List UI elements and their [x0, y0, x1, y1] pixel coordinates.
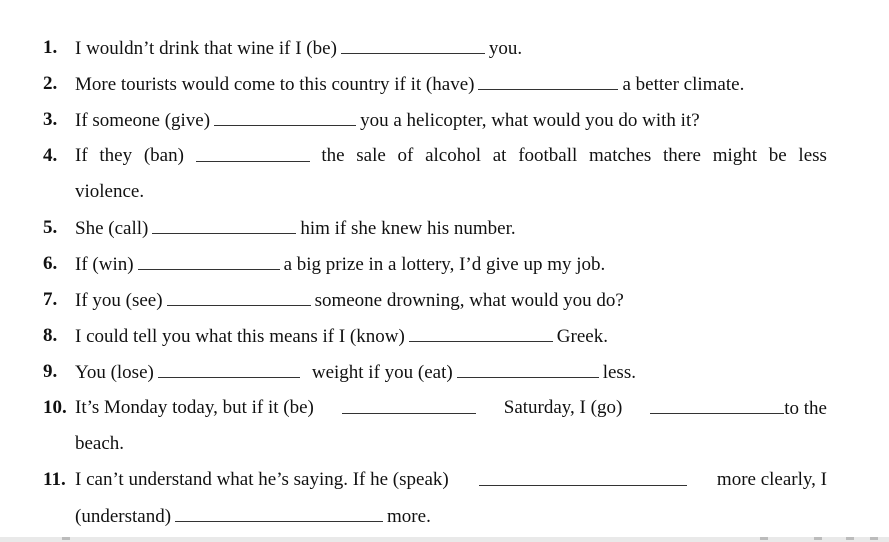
- exercise-text: a better climate.: [622, 74, 745, 95]
- answer-blank[interactable]: [152, 215, 296, 234]
- exercise-text: violence.: [75, 181, 145, 202]
- exercise-number: 8.: [43, 325, 58, 346]
- exercise-text: Saturday, I (go): [503, 397, 623, 418]
- exercise-text: weight if you (eat): [311, 362, 453, 383]
- exercise-word: of: [397, 145, 414, 166]
- answer-blank[interactable]: [478, 71, 618, 90]
- exercise-10: [0, 395, 889, 421]
- exercise-text: you.: [488, 38, 523, 59]
- toolbar-mark-icon: [846, 537, 854, 540]
- exercise-text: It’s Monday today, but if it (be): [75, 397, 314, 418]
- exercise-text: more clearly, I: [716, 469, 827, 490]
- exercise-text: him if she knew his number.: [300, 218, 516, 239]
- exercise-number: 10.: [43, 397, 67, 418]
- answer-blank[interactable]: [457, 359, 599, 378]
- exercise-number: 11.: [43, 469, 66, 490]
- exercise-word: be: [768, 145, 787, 166]
- exercise-word: (ban): [143, 145, 184, 166]
- exercise-number: 9.: [43, 361, 58, 382]
- exercise-number: 3.: [43, 109, 58, 130]
- exercise-text: beach.: [75, 433, 125, 454]
- exercise-word: less: [798, 145, 827, 166]
- exercise-text: more.: [387, 506, 431, 527]
- exercise-text: someone drowning, what would you do?: [314, 290, 624, 311]
- exercise-word: alcohol: [425, 145, 482, 166]
- exercise-word: the: [321, 145, 345, 166]
- answer-blank[interactable]: [341, 35, 485, 54]
- exercise-number: 1.: [43, 37, 58, 58]
- exercise-text: Greek.: [556, 326, 608, 347]
- exercise-number: 6.: [43, 253, 58, 274]
- answer-blank[interactable]: [196, 143, 310, 162]
- toolbar-mark-icon: [814, 537, 822, 540]
- exercise-word: If: [75, 145, 88, 166]
- exercise-text: you a helicopter, what would you do with it?: [360, 110, 700, 131]
- exercise-text: You (lose): [75, 362, 154, 383]
- exercise-text: I wouldn’t drink that wine if I (be): [75, 38, 337, 59]
- exercise-text: I could tell you what this means if I (know): [75, 326, 405, 347]
- toolbar-mark-icon: [870, 537, 878, 540]
- exercise-text: If you (see): [75, 290, 163, 311]
- answer-blank[interactable]: [138, 251, 280, 270]
- exercise-word: matches: [589, 145, 652, 166]
- exercise-word: they: [99, 145, 133, 166]
- exercise-text: less.: [602, 362, 636, 383]
- exercise-text: a big prize in a lottery, I’d give up my job.: [283, 254, 606, 275]
- answer-blank[interactable]: [409, 323, 553, 342]
- exercise-word: there: [663, 145, 701, 166]
- exercise-number: 2.: [43, 73, 58, 94]
- answer-blank[interactable]: [167, 287, 311, 306]
- exercise-word: football: [518, 145, 578, 166]
- answer-blank[interactable]: [479, 467, 687, 486]
- exercise-number: 5.: [43, 217, 58, 238]
- exercise-text: She (call): [75, 218, 149, 239]
- exercise-4: [0, 143, 889, 169]
- toolbar-mark-icon: [62, 537, 70, 540]
- answer-blank[interactable]: [158, 359, 300, 378]
- exercise-text: to the: [784, 398, 827, 419]
- exercise-text: If (win): [75, 254, 134, 275]
- answer-blank[interactable]: [175, 503, 383, 522]
- answer-blank[interactable]: [650, 395, 784, 414]
- exercise-word: sale: [356, 145, 386, 166]
- exercise-word: might: [712, 145, 758, 166]
- exercise-text: More tourists would come to this country if it (have): [75, 74, 475, 95]
- exercise-number: 4.: [43, 145, 58, 166]
- answer-blank[interactable]: [214, 107, 356, 126]
- toolbar-mark-icon: [760, 537, 768, 540]
- exercise-text: I can’t understand what he’s saying. If he (speak): [75, 469, 449, 490]
- answer-blank[interactable]: [342, 395, 476, 414]
- exercise-text: (understand): [75, 506, 172, 527]
- exercise-number: 7.: [43, 289, 58, 310]
- exercise-word: at: [492, 145, 507, 166]
- exercise-11: [0, 467, 889, 493]
- exercise-text: If someone (give): [75, 110, 211, 131]
- bottom-scroll-edge: [0, 537, 889, 542]
